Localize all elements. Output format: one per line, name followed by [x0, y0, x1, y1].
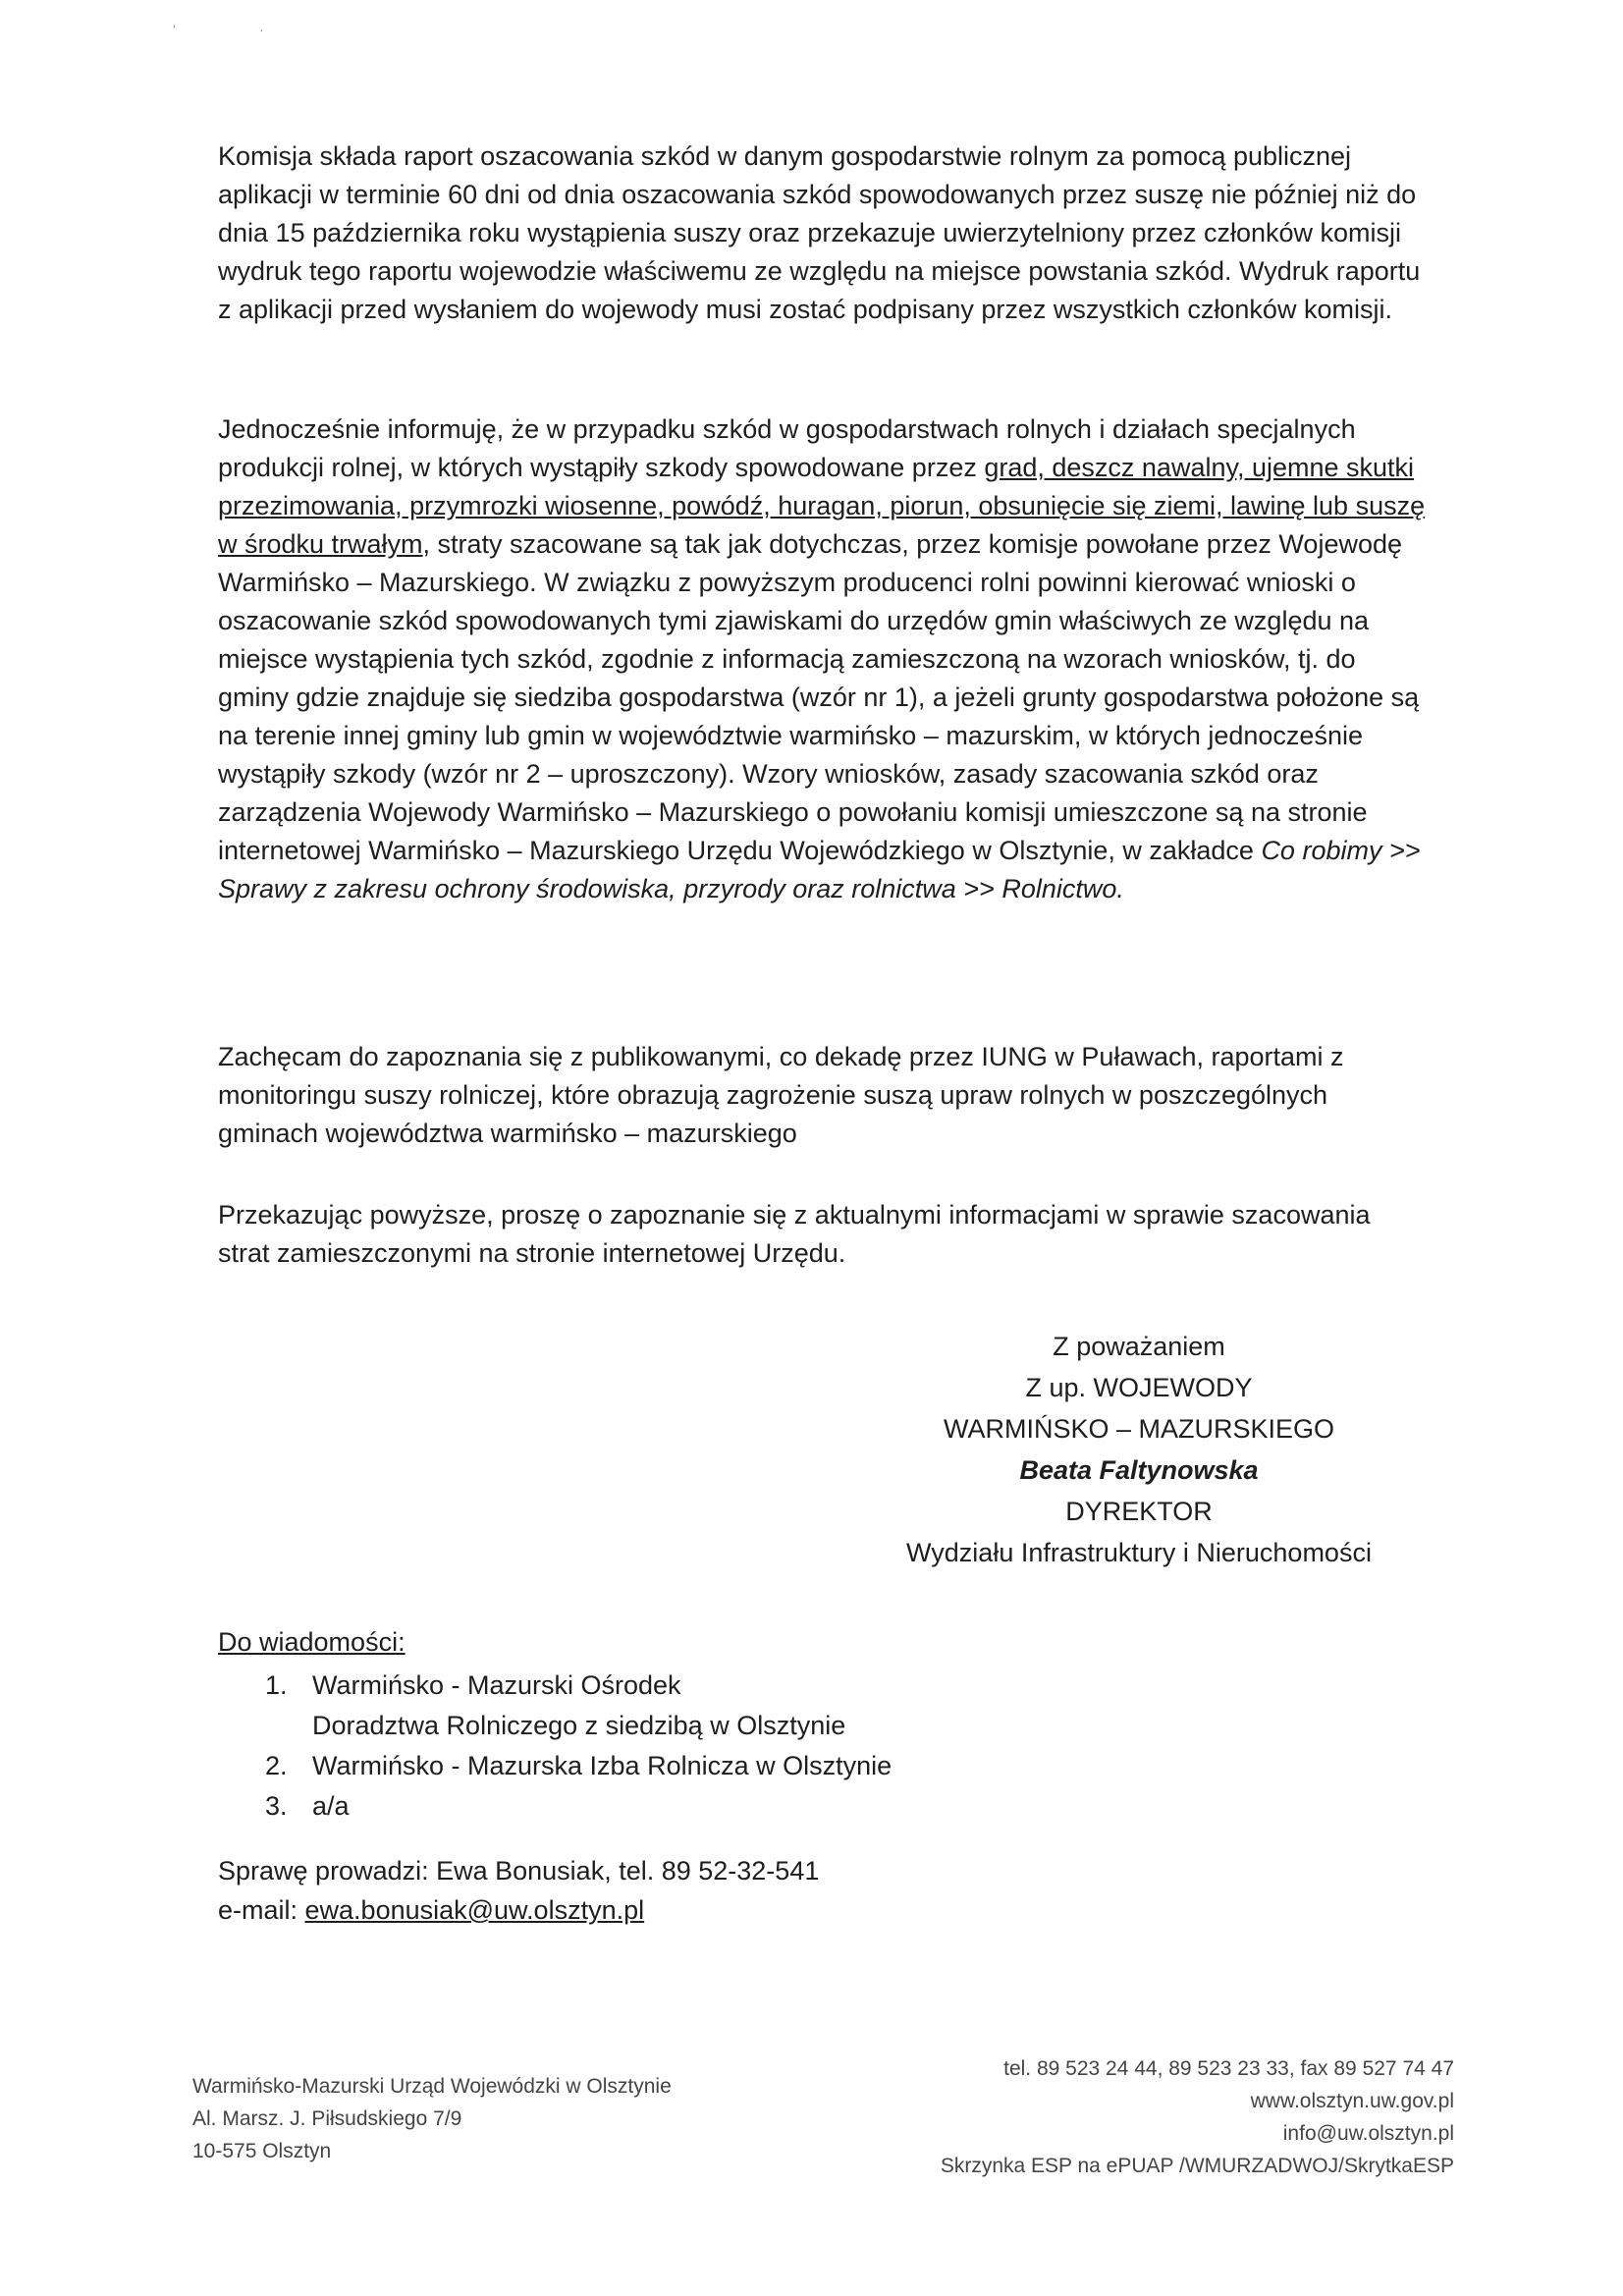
signatory-role: DYREKTOR	[1065, 1497, 1213, 1526]
office-street: Al. Marsz. J. Piłsudskiego 7/9	[192, 2107, 462, 2130]
email-label: e-mail:	[218, 1895, 305, 1925]
paragraph-monitoring: Zachęcam do zapoznania się z publikowanymi, co dekadę przez IUNG w Puławach, raportami z monitoringu suszy rolniczej, które obrazują zagrożenie suszą upraw rolnych w poszczególnych gminach województwa warmińsko – mazurskiego	[218, 1042, 1344, 1148]
list-item	[265, 1786, 892, 1827]
footer-contacts	[941, 2052, 1454, 2182]
office-name: Warmińsko-Mazurski Urząd Wojewódzki w Olsztynie	[192, 2075, 672, 2098]
scan-mark: ·	[259, 22, 264, 37]
distribution-title: Do wiadomości:	[218, 1627, 406, 1657]
office-website[interactable]: www.olsztyn.uw.gov.pl	[1250, 2090, 1454, 2112]
contact-block	[218, 1851, 819, 1930]
distribution-list	[265, 1666, 892, 1827]
paragraph-text: , straty szacowane są tak jak dotychczas, przez komisje powołane przez Wojewodę Warmińsko – Mazurskiego. W związku z powyższym producenci rolni powinni kierować wnioski o oszacowanie szkód spowodowanych tymi zjawiskami do urzędów gmin właściwych ze względu na miejsce wystąpienia tych szkód, zgodnie z informacją zamieszczoną na wzorach wniosków, tj. do gminy gdzie znajduje się siedziba gospodarstwa (wzór nr 1), a jeżeli grunty gospodarstwa położone są na terenie innej gminy lub gmin w województwie warmińsko – mazurskim, w których jednocześnie wystąpiły szkody (wzór nr 2 – uproszczony). Wzory wniosków, zasady szacowania szkód oraz zarządzenia Wojewody Warmińsko – Mazurskiego o powołaniu komisji umieszczone są na stronie internetowej Warmińsko – Mazurskiego Urzędu Wojewódzkiego w Olsztynie, w zakładce	[218, 529, 1420, 865]
list-text	[312, 1666, 845, 1746]
paragraph-report: Komisja składa raport oszacowania szkód w danym gospodarstwie rolnym za pomocą publicznej aplikacji w terminie 60 dni od dnia oszacowania szkód spowodowanych przez suszę nie później niż do dnia 15 października roku wystąpienia suszy oraz przekazuje uwierzytelniony przez członków komisji wydruk tego raportu wojewodzie właściwemu ze względu na miejsce powstania szkód. Wydruk raportu z aplikacji przed wysłaniem do wojewody musi zostać podpisany przez wszystkich członków komisji.	[218, 141, 1421, 324]
signature-region: WARMIŃSKO – MAZURSKIEGO	[943, 1414, 1335, 1444]
list-item	[265, 1666, 892, 1746]
paragraph-text: Jednocześnie informuję, że w przypadku szkód w gospodarstwach rolnych i działach specjalnych produkcji rolnej, w których wystąpiły szkody spowodowane przez	[218, 414, 1356, 482]
signature-authority: Z up. WOJEWODY	[1025, 1373, 1253, 1402]
phenomena-list: grad, deszcz nawalny, ujemne skutki przezimowania, przymrozki wiosenne, powódź, huragan, piorun, obsunięcie się ziemi, lawinę lub suszę w środku trwałym	[218, 453, 1426, 559]
office-city: 10-575 Olsztyn	[192, 2140, 332, 2162]
email-link[interactable]: ewa.bonusiak@uw.olsztyn.pl	[304, 1895, 645, 1925]
email-line	[218, 1890, 819, 1930]
list-item	[265, 1746, 892, 1786]
website-path: Co robimy >> Sprawy z zakresu ochrony środowiska, przyrody oraz rolnictwa >> Rolnictwo.	[218, 836, 1421, 903]
list-text: a/a	[312, 1791, 350, 1821]
list-text-line: Doradztwa Rolniczego z siedzibą w Olsztynie	[312, 1711, 846, 1740]
signatory-name: Beata Faltynowska	[1019, 1455, 1259, 1485]
signature-block	[844, 1326, 1434, 1573]
signatory-department: Wydziału Infrastruktury i Nieruchomości	[906, 1538, 1372, 1567]
greeting: Z poważaniem	[1053, 1332, 1225, 1361]
list-number: 2.	[265, 1751, 288, 1780]
paragraph-information	[218, 410, 1426, 908]
paragraph-closing: Przekazując powyższe, proszę o zapoznanie się z aktualnymi informacjami w sprawie szacowania strat zamieszczonymi na stronie internetowej Urzędu.	[218, 1200, 1371, 1268]
footer-address	[192, 2070, 672, 2167]
case-handler: Sprawę prowadzi: Ewa Bonusiak, tel. 89 52-32-541	[218, 1856, 820, 1886]
office-epuap: Skrzynka ESP na ePUAP /WMURZADWOJ/SkrytkaESP	[940, 2155, 1454, 2177]
list-number: 1.	[265, 1670, 288, 1700]
list-number: 3.	[265, 1791, 288, 1821]
list-text: Warmińsko - Mazurska Izba Rolnicza w Olsztynie	[312, 1751, 893, 1780]
office-email[interactable]: info@uw.olsztyn.pl	[1282, 2122, 1454, 2145]
office-phones: tel. 89 523 24 44, 89 523 23 33, fax 89 527 74 47	[1003, 2057, 1454, 2080]
list-text-line: Warmińsko - Mazurski Ośrodek	[312, 1670, 681, 1700]
scan-mark: '	[173, 22, 176, 37]
